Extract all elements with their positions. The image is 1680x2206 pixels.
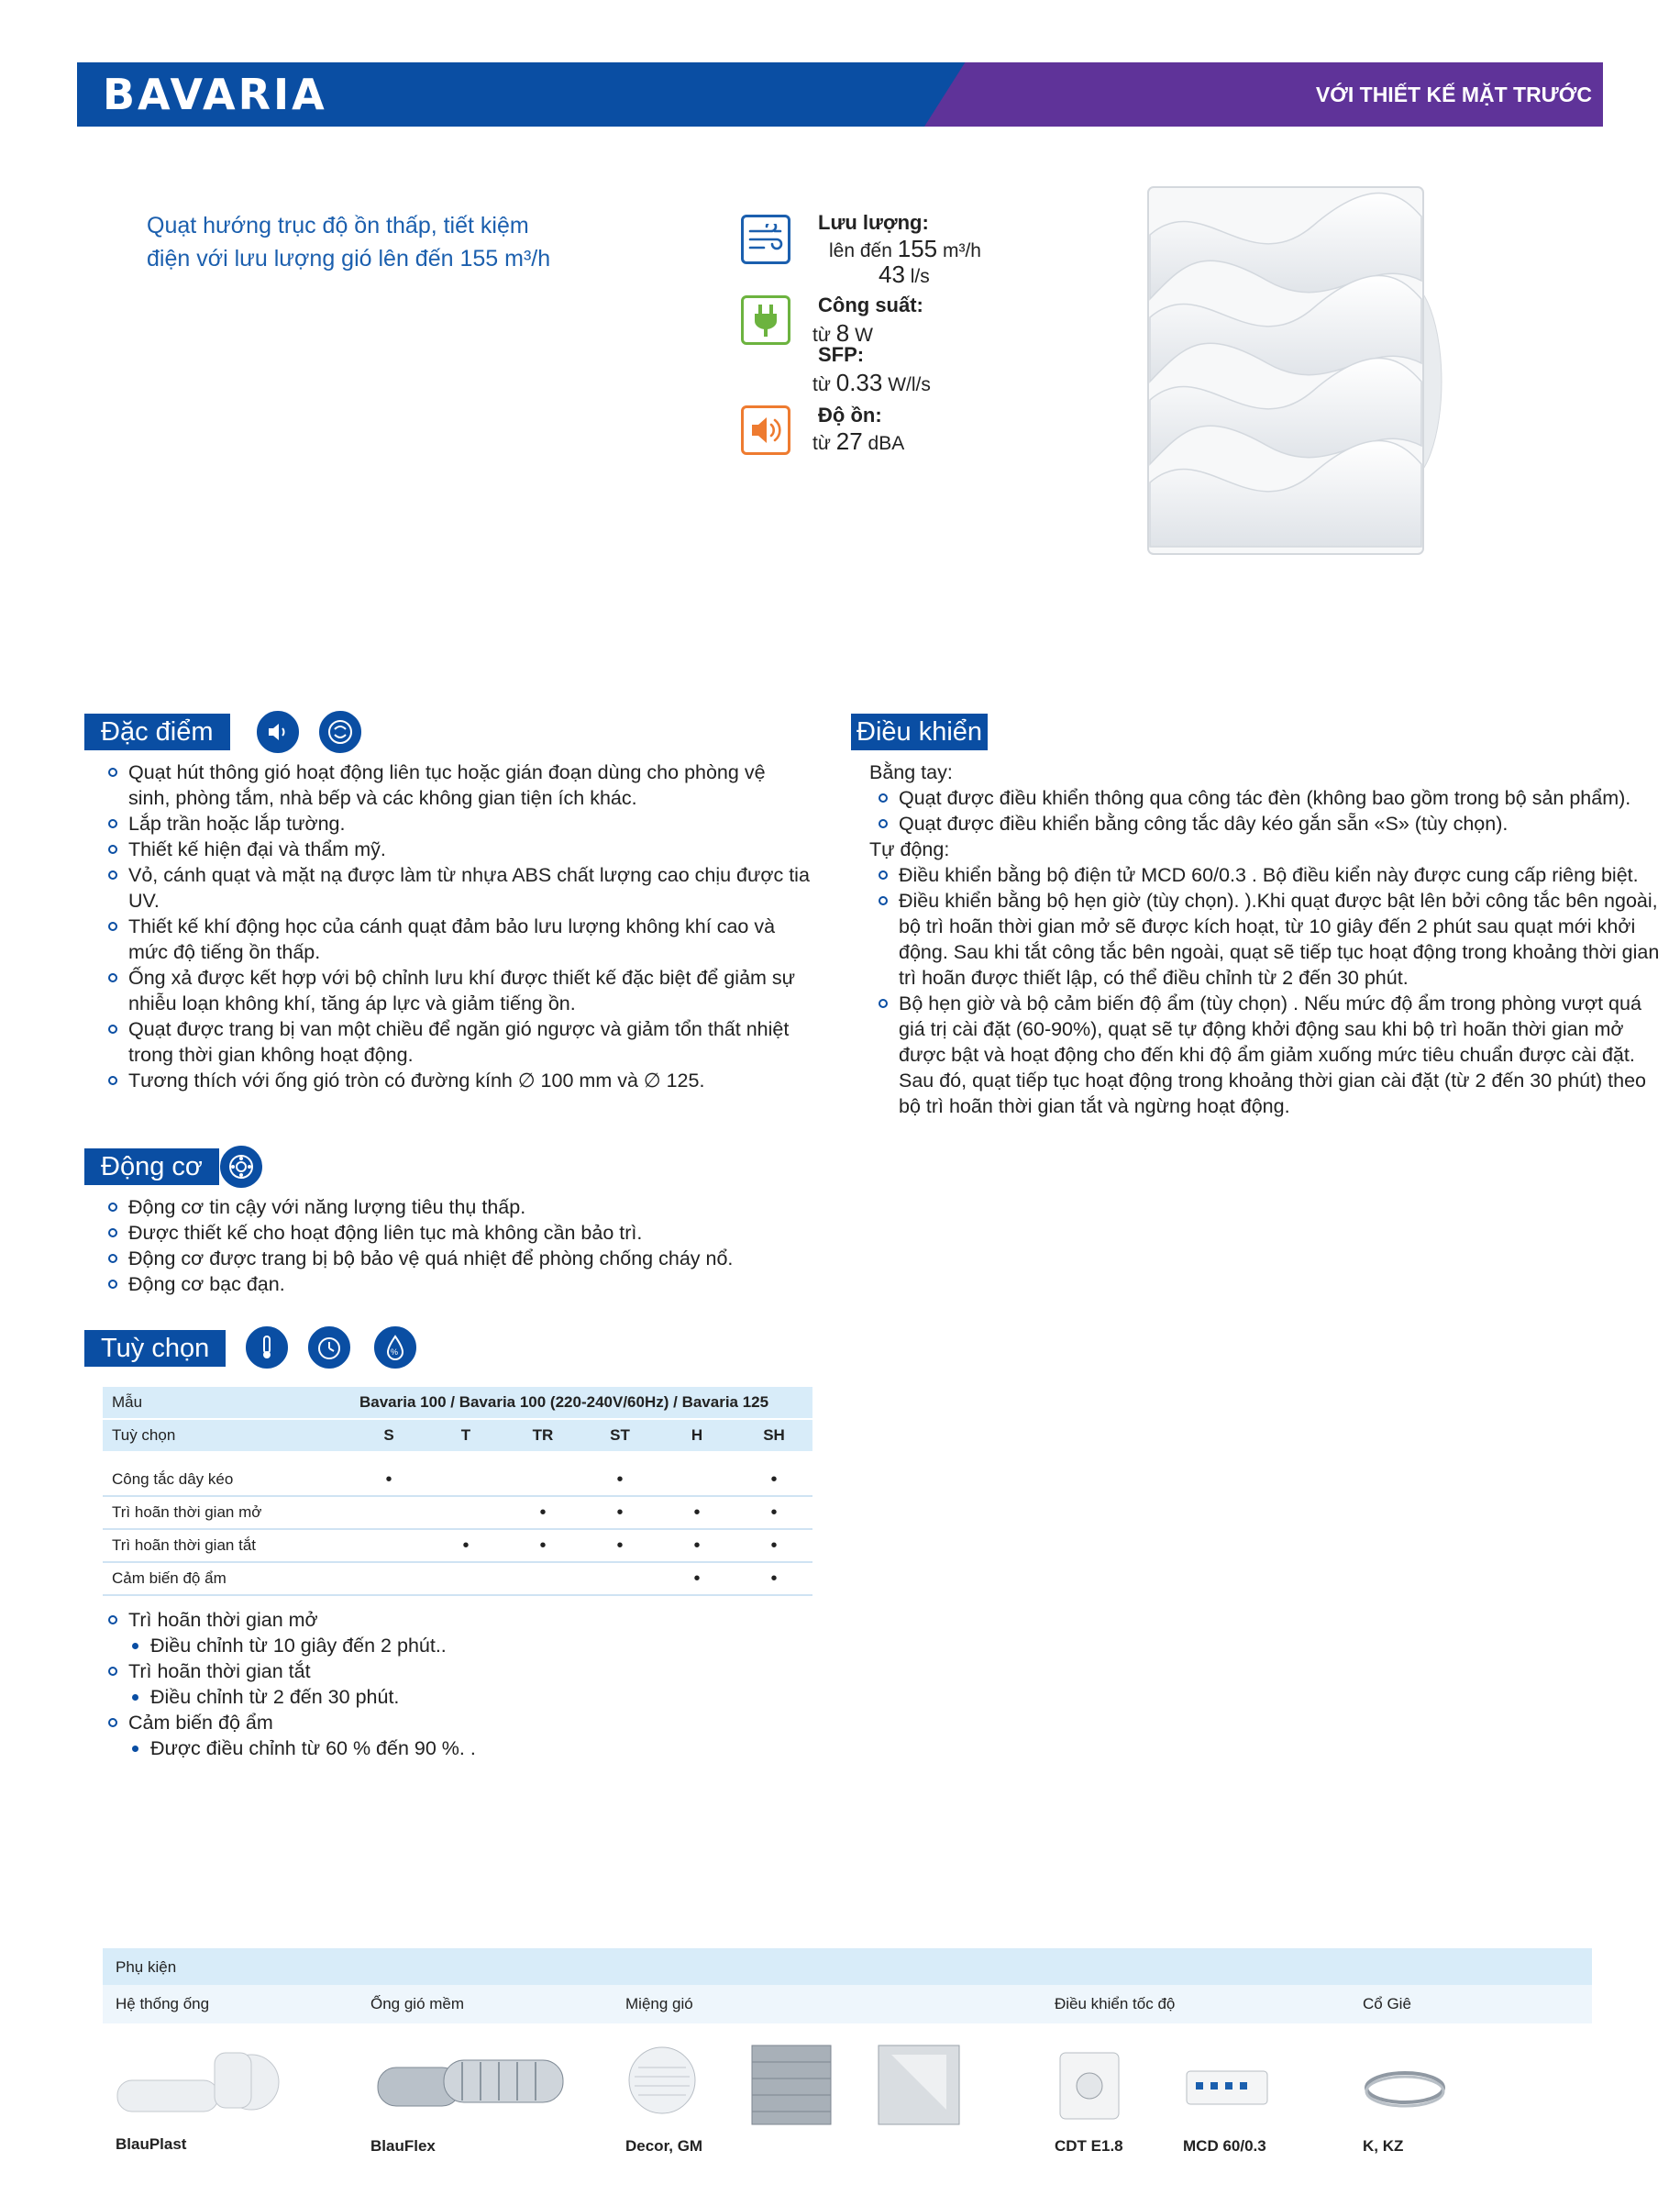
manual-label: Bằng tay: [869, 761, 953, 783]
table-row [103, 1463, 812, 1496]
option-mark: • [350, 1463, 427, 1496]
option-note [108, 1607, 811, 1633]
feature-item: Thiết kế khí động học của cánh quạt đảm bảo lưu lượng không khí cao và mức độ tiếng ồn thấp. [108, 914, 811, 965]
option-mark [658, 1463, 735, 1496]
option-mark: • [735, 1562, 812, 1595]
group-flex-duct: Ống gió mềm [370, 1995, 465, 2012]
model-label: Mẫu [103, 1387, 350, 1419]
option-mark: • [504, 1529, 581, 1562]
option-mark: • [735, 1496, 812, 1529]
option-column-t: T [427, 1419, 504, 1452]
svg-text:%: % [391, 1347, 399, 1357]
timer-icon [308, 1326, 350, 1369]
feature-item: Vỏ, cánh quạt và mặt nạ được làm từ nhựa ABS chất lượng cao chịu được tia UV. [108, 862, 811, 914]
feature-item: Tương thích với ống gió tròn có đường kính ∅ 100 mm và ∅ 125. [108, 1068, 811, 1093]
option-mark: • [735, 1463, 812, 1496]
sfp-value [812, 369, 931, 397]
noise-speaker-icon [741, 405, 790, 455]
flow-unit: m³/h [942, 240, 981, 261]
power-plug-icon [741, 295, 790, 345]
option-mark: • [504, 1496, 581, 1529]
caption-mcd: MCD 60/0.3 [1183, 2137, 1266, 2155]
feature-item: Thiết kế hiện đại và thẩm mỹ. [108, 837, 811, 862]
option-note-title: Trì hoãn thời gian tắt [108, 1658, 811, 1684]
option-mark [427, 1463, 504, 1496]
motor-item: Động cơ được trang bị bộ bảo vệ quá nhiệt để phòng chống cháy nổ. [108, 1246, 811, 1271]
caption-blauflex: BlauFlex [370, 2137, 436, 2155]
option-mark: • [658, 1496, 735, 1529]
manual-control-item: Quạt được điều khiển bằng công tắc dây kéo gắn sẵn «S» (tùy chọn). [879, 811, 1660, 837]
intro-line-1: Quạt hướng trục độ ồn thấp, tiết kiệm [147, 213, 529, 238]
cdt-e18-image [1055, 2047, 1128, 2124]
option-note-details [128, 1735, 811, 1761]
blauplast-image [114, 2044, 306, 2126]
flow-number-ls: 43 [879, 261, 905, 288]
option-note-detail: Được điều chỉnh từ 60 % đến 90 %. . [128, 1735, 811, 1761]
options-table-wrapper [103, 1387, 812, 1596]
option-note [108, 1710, 811, 1735]
option-mark [427, 1496, 504, 1529]
table-row [103, 1529, 812, 1562]
option-note-details [128, 1684, 811, 1710]
options-table [103, 1387, 812, 1596]
option-mark: • [427, 1529, 504, 1562]
humidity-icon [374, 1326, 416, 1369]
motor-list [108, 1194, 811, 1297]
motor-item: Động cơ tin cậy với năng lượng tiêu thụ thấp. [108, 1194, 811, 1220]
motor-item: Được thiết kế cho hoạt động liên tục mà không cần bảo trì. [108, 1220, 811, 1246]
power-number: 8 [835, 319, 850, 347]
intro-line-2: điện với lưu lượng gió lên đến 155 m³/h [147, 246, 551, 272]
flow-number: 155 [897, 235, 938, 262]
feature-item: Ống xả được kết hợp với bộ chỉnh lưu khí được thiết kế đặc biệt để giảm sự nhiễu loạn không khí, tăng áp lực và giảm tiếng ồn. [108, 965, 811, 1016]
option-column-h: H [658, 1419, 735, 1452]
low-noise-icon [257, 711, 299, 753]
feature-item: Lắp trần hoặc lắp tường. [108, 811, 811, 837]
caption-k-kz: K, KZ [1363, 2137, 1404, 2155]
flow-label: Lưu lượng: [818, 211, 929, 234]
option-note-detail: Điều chỉnh từ 10 giây đến 2 phút.. [128, 1633, 811, 1658]
option-column-s: S [350, 1419, 427, 1452]
option-note-details [128, 1633, 811, 1658]
power-unit: W [855, 325, 873, 346]
features-heading: Đặc điểm [84, 714, 230, 750]
option-mark [504, 1562, 581, 1595]
airflow-icon [741, 215, 790, 264]
kz-clamp-image [1361, 2064, 1449, 2113]
option-mark: • [735, 1529, 812, 1562]
option-mark [504, 1463, 581, 1496]
flow-prefix: lên đến [829, 240, 892, 261]
option-mark [350, 1562, 427, 1595]
features-list-wrapper [108, 759, 811, 1093]
table-row [103, 1496, 812, 1529]
control-heading: Điều khiển [851, 714, 988, 750]
accessories-bar [103, 1948, 1592, 1987]
option-mark: • [581, 1463, 658, 1496]
option-row-label: Cảm biến độ ẩm [103, 1562, 350, 1595]
motor-heading: Động cơ [84, 1148, 219, 1185]
option-mark: • [658, 1562, 735, 1595]
options-heading: Tuỳ chọn [84, 1330, 226, 1367]
sfp-prefix: từ [812, 374, 831, 395]
option-mark: • [581, 1529, 658, 1562]
decor-gm-image [625, 2036, 992, 2128]
option-mark [581, 1562, 658, 1595]
sfp-label: SFP: [818, 343, 865, 366]
option-column-tr: TR [504, 1419, 581, 1452]
manual-control-item: Quạt được điều khiển thông qua công tác đèn (không bao gồm trong bộ sản phẩm). [879, 785, 1660, 811]
option-mark [427, 1562, 504, 1595]
page-subtitle: VỚI THIẾT KẾ MẶT TRƯỚC [1315, 83, 1592, 106]
sfp-unit: W/l/s [888, 374, 931, 395]
auto-control-item: Điều khiển bằng bộ hẹn giờ (tùy chọn). ).Khi quạt được bật lên bởi công tắc bên ngoài, bộ trì hoãn thời gian mở sẽ được kích hoạt, từ 10 giây đến 2 phút sau quạt mới khởi động. Sau khi tắt công tắc bên ngoài, quạt sẽ tiếp tục hoạt động trong khoảng thời gian trì hoãn được thiết lập, có thể điều chỉnh từ 2 đến 30 phút. [879, 888, 1660, 991]
auto-control-item: Điều khiển bằng bộ điện tử MCD 60/0.3 . Bộ điều kiển này được cung cấp riêng biệt. [879, 862, 1660, 888]
sfp-number: 0.33 [835, 369, 883, 396]
option-note-title: Trì hoãn thời gian mở [108, 1607, 811, 1633]
option-mark [350, 1529, 427, 1562]
product-image [1130, 180, 1454, 561]
intro-text [147, 209, 624, 275]
page-title: BAVARIA [103, 70, 327, 119]
option-row-label: Trì hoãn thời gian mở [103, 1496, 350, 1529]
noise-unit: dBA [868, 433, 905, 454]
option-mark: • [581, 1496, 658, 1529]
group-grille: Miệng gió [625, 1995, 693, 2012]
caption-decor-gm: Decor, GM [625, 2137, 703, 2155]
blauflex-image [370, 2044, 572, 2126]
control-body [869, 759, 1660, 1119]
option-row-label: Trì hoãn thời gian tắt [103, 1529, 350, 1562]
caption-blauplast: BlauPlast [116, 2135, 187, 2153]
option-column-st: ST [581, 1419, 658, 1452]
auto-list [879, 862, 1660, 1119]
option-mark: • [658, 1529, 735, 1562]
mcd-60-image [1183, 2066, 1271, 2112]
power-prefix: từ [812, 325, 831, 346]
option-note-detail: Điều chỉnh từ 2 đến 30 phút. [128, 1684, 811, 1710]
noise-prefix: từ [812, 433, 831, 454]
airflow-mode-icon [319, 711, 361, 753]
features-list [108, 759, 811, 1093]
motor-item: Động cơ bạc đạn. [108, 1271, 811, 1297]
flow-unit-ls: l/s [910, 266, 930, 287]
option-row-label: Công tắc dây kéo [103, 1463, 350, 1496]
group-speed-control: Điều khiển tốc độ [1055, 1995, 1176, 2012]
caption-cdt: CDT E1.8 [1055, 2137, 1123, 2155]
thermometer-icon [246, 1326, 288, 1369]
group-duct-system: Hệ thống ống [116, 1995, 210, 2012]
auto-control-item: Bộ hẹn giờ và bộ cảm biến độ ẩm (tùy chọn) . Nếu mức độ ẩm trong phòng vượt quá giá trị cài đặt (60-90%), quạt sẽ tự động khởi động sau khi bộ trì hoãn thời gian mở được bật và hoạt động cho đến khi độ ẩm giảm xuống mức tiêu chuẩn được cài đặt. Sau đó, quạt tiếp tục hoạt động trong khoảng thời gian cài đặt (từ 2 đến 30 phút) theo bộ trì hoãn thời gian tắt và ngừng hoạt động. [879, 991, 1660, 1119]
model-value: Bavaria 100 / Bavaria 100 (220-240V/60Hz) / Bavaria 125 [350, 1387, 812, 1419]
motor-bearing-icon [220, 1146, 262, 1188]
accessories-title: Phụ kiện [116, 1958, 177, 1976]
feature-item: Quạt hút thông gió hoạt động liên tục hoặc gián đoạn dùng cho phòng vệ sinh, phòng tắm, nhà bếp và các không gian tiện ích khác. [108, 759, 811, 811]
accessories-groups [103, 1985, 1592, 2023]
motor-list-wrapper [108, 1194, 811, 1297]
option-note [108, 1658, 811, 1684]
flow-value-ls [879, 261, 930, 289]
noise-label: Độ ồn: [818, 404, 882, 427]
option-label: Tuỳ chọn [103, 1419, 350, 1452]
auto-label: Tự động: [869, 838, 950, 860]
table-row [103, 1562, 812, 1595]
feature-item: Quạt được trang bị van một chiều để ngăn gió ngược và giảm tổn thất nhiệt trong thời gian không hoạt động. [108, 1016, 811, 1068]
noise-value [812, 427, 904, 456]
group-clamp: Cổ Giê [1363, 1995, 1411, 2012]
flow-value [829, 235, 981, 263]
option-column-sh: SH [735, 1419, 812, 1452]
noise-number: 27 [835, 427, 863, 455]
power-label: Công suất: [818, 294, 923, 316]
option-note-title: Cảm biến độ ẩm [108, 1710, 811, 1735]
option-mark [350, 1496, 427, 1529]
manual-list [879, 785, 1660, 837]
options-notes [108, 1607, 811, 1761]
